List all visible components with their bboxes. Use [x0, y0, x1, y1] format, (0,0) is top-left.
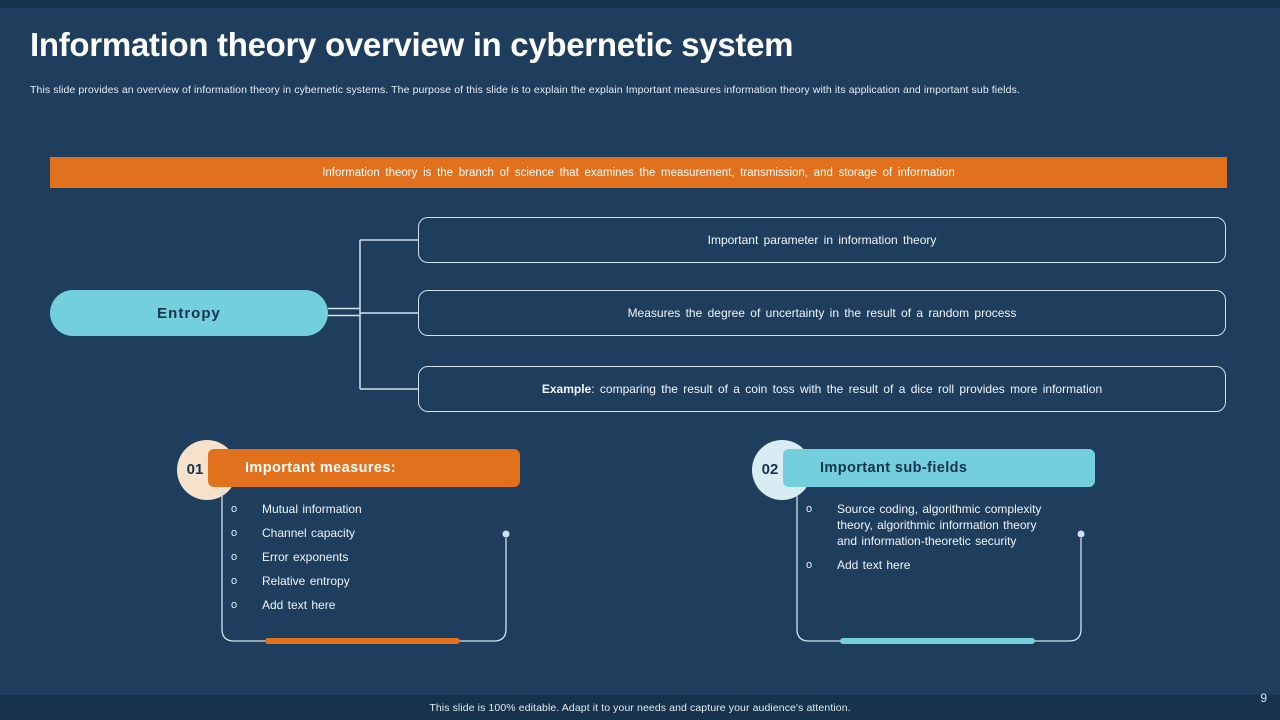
section-1-number: 01: [186, 461, 204, 478]
entropy-point-2-text: Measures the degree of uncertainty in the result of a random process: [627, 306, 1017, 320]
bullet-marker: o: [231, 503, 238, 515]
section-1-list: [228, 501, 498, 621]
section-2-list: [803, 501, 1059, 581]
list-item-add-text-placeholder[interactable]: o Add text here: [228, 597, 498, 613]
entropy-connector-lines: [320, 230, 430, 400]
bullet-marker: o: [806, 503, 813, 515]
section-2-accent-underline: [840, 638, 1035, 644]
bullet-marker: o: [231, 599, 238, 611]
section-2-number: 02: [761, 461, 779, 478]
section-2-heading: Important sub-fields: [820, 460, 968, 476]
page-subtitle: This slide provides an overview of information theory in cybernetic systems. The purpose of this slide is to explain the explain Important measures information theory with its application and important sub fields.: [30, 84, 1020, 96]
example-bold-label: Example: [541, 382, 592, 396]
bullet-marker: o: [231, 551, 238, 563]
bullet-marker: o: [806, 559, 813, 571]
list-item: o Channel capacity: [228, 525, 498, 541]
entropy-point-1-text: Important parameter in information theory: [707, 233, 937, 247]
list-item: o Error exponents: [228, 549, 498, 565]
section-1-heading: Important measures:: [245, 460, 397, 476]
list-item: o Mutual information: [228, 501, 498, 517]
entropy-point-box-2: [418, 290, 1226, 336]
entropy-point-box-3: [418, 366, 1226, 412]
list-item-add-text-placeholder[interactable]: o Add text here: [803, 557, 1059, 573]
entropy-point-box-1: [418, 217, 1226, 263]
definition-banner: [50, 157, 1227, 188]
entropy-label: Entropy: [157, 304, 221, 322]
bullet-marker: o: [231, 527, 238, 539]
list-item: o Source coding, algorithmic complexity theory, algorithmic information theory and information-theoretic security: [803, 501, 1059, 549]
page-number: 9: [1260, 691, 1267, 705]
definition-banner-text: Information theory is the branch of science that examines the measurement, transmission, and storage of information: [322, 166, 955, 179]
section-1-accent-underline: [265, 638, 460, 644]
bullet-marker: o: [231, 575, 238, 587]
entropy-pill: [50, 290, 328, 336]
page-title: Information theory overview in cybernetic system: [30, 26, 794, 63]
footer-note: This slide is 100% editable. Adapt it to your needs and capture your audience's attention.: [429, 701, 851, 714]
example-rest-text: : comparing the result of a coin toss with the result of a dice roll provides more information: [591, 382, 1103, 396]
entropy-point-3-text: [542, 382, 1102, 396]
list-item: o Relative entropy: [228, 573, 498, 589]
top-accent-band: [0, 0, 1280, 8]
